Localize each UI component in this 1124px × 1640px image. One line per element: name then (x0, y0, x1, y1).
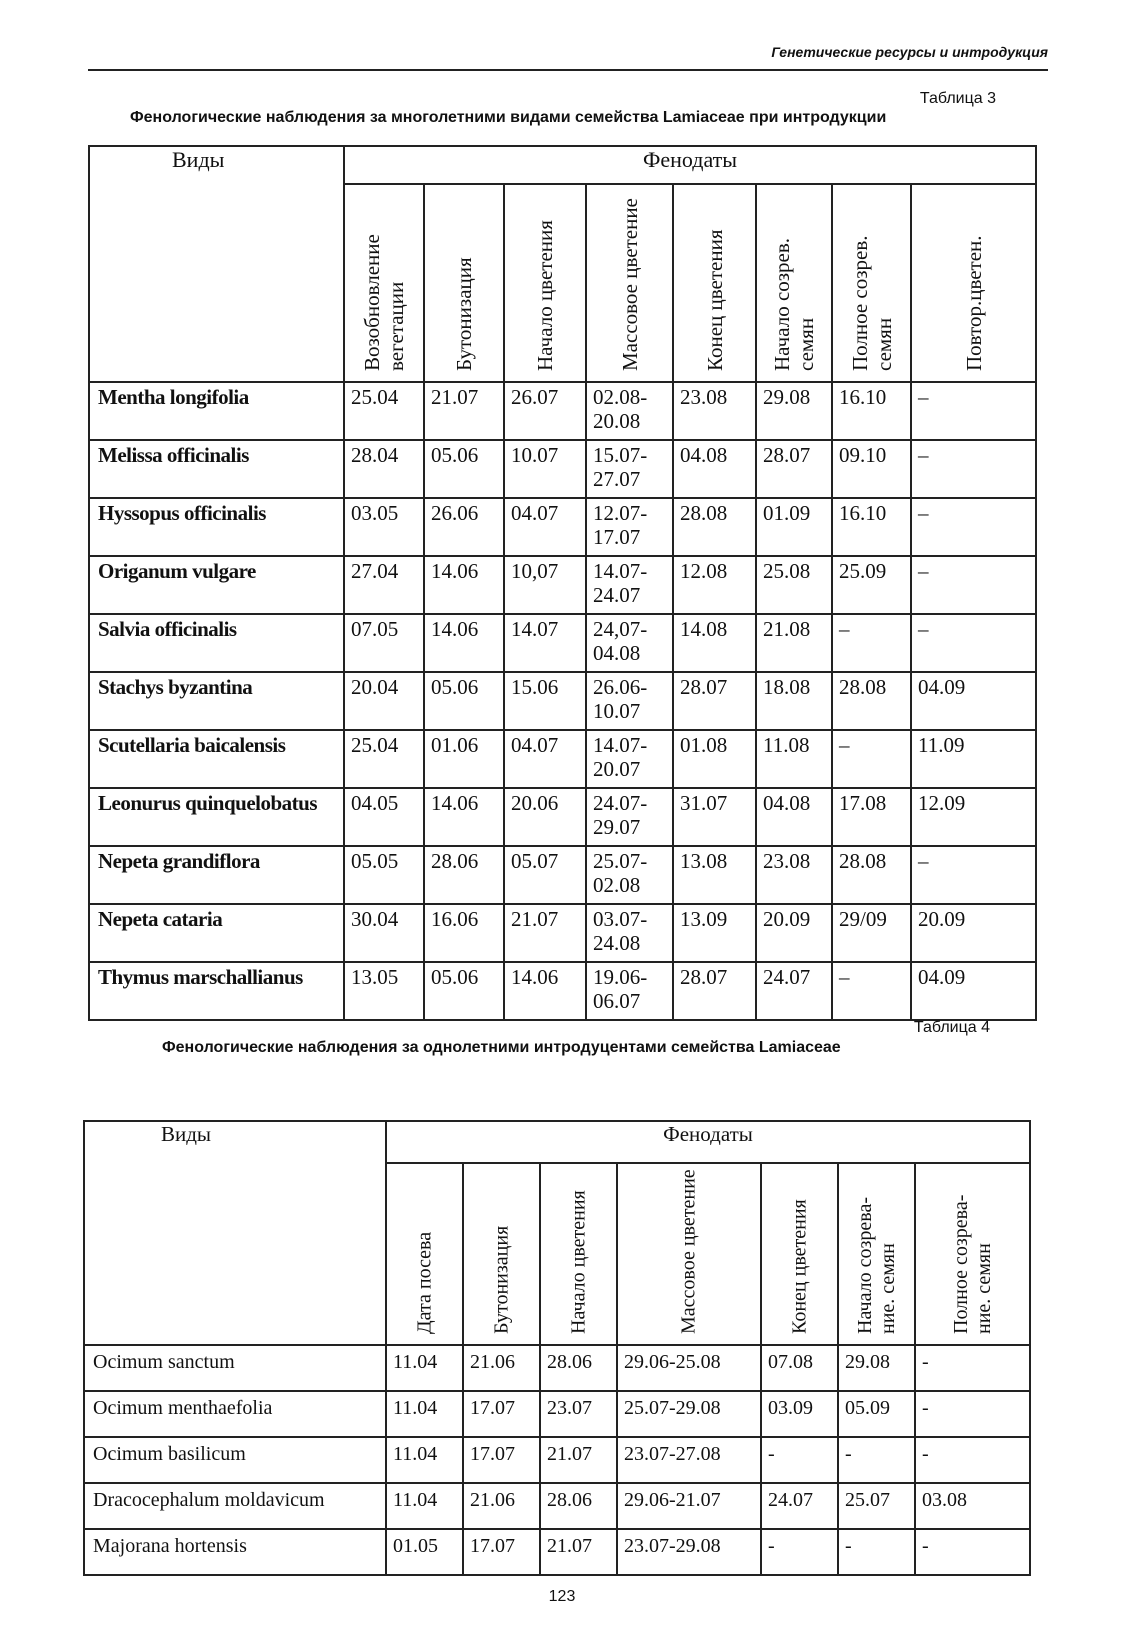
table-cell: 17.08 (832, 788, 911, 846)
table-cell: 03.09 (761, 1391, 838, 1437)
species-name: Mentha longifolia (89, 382, 344, 440)
table-cell: 21.07 (424, 382, 504, 440)
table-cell: 13.09 (673, 904, 756, 962)
table-cell: 24.07 (761, 1483, 838, 1529)
table-row (89, 440, 1036, 498)
table-cell: 26.06 (424, 498, 504, 556)
table-cell: 04.07 (504, 730, 586, 788)
table4-column-header (386, 1163, 463, 1345)
column-label: Дата посева (413, 1231, 435, 1334)
table-cell: - (915, 1529, 1030, 1575)
table4-column-header (915, 1163, 1030, 1345)
table-cell: 16.10 (832, 498, 911, 556)
table-cell: 11.04 (386, 1345, 463, 1391)
table-cell: 23.07-27.08 (617, 1437, 761, 1483)
species-name: Leonurus quinquelobatus (89, 788, 344, 846)
table-row (89, 904, 1036, 962)
table-cell: 04.08 (673, 440, 756, 498)
table-cell: 21.06 (463, 1345, 540, 1391)
table-cell: 01.09 (756, 498, 832, 556)
table-cell: – (832, 730, 911, 788)
table3-column-header (344, 184, 424, 382)
table-cell: 03.05 (344, 498, 424, 556)
table-cell: 10.07 (504, 440, 586, 498)
table-cell: 26.07 (504, 382, 586, 440)
column-label: Бутонизация (490, 1225, 512, 1334)
table-cell: 23.08 (756, 846, 832, 904)
column-label: Начало цветения (532, 220, 557, 371)
table-cell: 24.07-29.07 (586, 788, 673, 846)
table-cell: 25.08 (756, 556, 832, 614)
table-cell: 28.08 (673, 498, 756, 556)
table-cell: 29.08 (838, 1345, 915, 1391)
table-cell: – (911, 846, 1036, 904)
column-label: Начало созрев. семян (769, 237, 818, 371)
table-cell: 14.07-24.07 (586, 556, 673, 614)
table-cell: 17.07 (463, 1391, 540, 1437)
table-cell: 04.09 (911, 672, 1036, 730)
table-cell: 14.08 (673, 614, 756, 672)
table-row (89, 498, 1036, 556)
table4-column-header (761, 1163, 838, 1345)
table-cell: - (761, 1437, 838, 1483)
table3-column-header (424, 184, 504, 382)
table3 (88, 145, 1037, 1021)
table-row (84, 1345, 1030, 1391)
table-cell: – (911, 614, 1036, 672)
table-cell: 05.07 (504, 846, 586, 904)
table-cell: 21.06 (463, 1483, 540, 1529)
table-cell: 09.10 (832, 440, 911, 498)
column-label: Начало созрева-ние. семян (853, 1197, 899, 1334)
table-cell: 14.06 (424, 788, 504, 846)
table-cell: 12.07-17.07 (586, 498, 673, 556)
table3-caption: Фенологические наблюдения за многолетними видами семейства Lamiaceae при интродукции (130, 109, 887, 126)
table3-column-header (586, 184, 673, 382)
table-cell: 25.04 (344, 382, 424, 440)
table-cell: 14.06 (424, 556, 504, 614)
table-row (89, 382, 1036, 440)
table-cell: 04.05 (344, 788, 424, 846)
table-row (89, 788, 1036, 846)
table-cell: 28.04 (344, 440, 424, 498)
table-cell: 05.06 (424, 962, 504, 1020)
table-cell: 13.05 (344, 962, 424, 1020)
table-cell: 28.07 (756, 440, 832, 498)
table-cell: 15.07-27.07 (586, 440, 673, 498)
table-cell: 03.08 (915, 1483, 1030, 1529)
table4-label: Таблица 4 (913, 1019, 990, 1036)
species-name: Nepeta grandiflora (89, 846, 344, 904)
table4 (83, 1120, 1031, 1576)
table-cell: 14.07-20.07 (586, 730, 673, 788)
table-cell: 21.08 (756, 614, 832, 672)
table3-column-header (673, 184, 756, 382)
species-name: Melissa officinalis (89, 440, 344, 498)
table-cell: 14.06 (504, 962, 586, 1020)
column-label: Повтор.цветен. (961, 235, 986, 371)
table-row (89, 846, 1036, 904)
column-label: Возобновление вегетации (359, 234, 408, 371)
table-cell: 01.05 (386, 1529, 463, 1575)
table-row (89, 672, 1036, 730)
table3-group-header: Фенодаты (344, 146, 1036, 184)
species-name: Ocimum sanctum (84, 1345, 386, 1391)
table-cell: 01.08 (673, 730, 756, 788)
table-row (84, 1437, 1030, 1483)
table4-caption: Фенологические наблюдения за однолетними интродуцентами семейства Lamiaceae (162, 1039, 841, 1056)
table-cell: 21.07 (540, 1437, 617, 1483)
table-cell: 05.06 (424, 440, 504, 498)
table-cell: 11.04 (386, 1391, 463, 1437)
table-cell: 12.09 (911, 788, 1036, 846)
table3-column-header (756, 184, 832, 382)
table-cell: 05.06 (424, 672, 504, 730)
table-cell: - (915, 1391, 1030, 1437)
species-name: Majorana hortensis (84, 1529, 386, 1575)
table-cell: 28.06 (540, 1483, 617, 1529)
species-name: Ocimum basilicum (84, 1437, 386, 1483)
table-cell: 25.07-29.08 (617, 1391, 761, 1437)
table-cell: - (761, 1529, 838, 1575)
table-cell: 24.07 (756, 962, 832, 1020)
species-name: Scutellaria baicalensis (89, 730, 344, 788)
table-cell: 21.07 (504, 904, 586, 962)
table-cell: 29.08 (756, 382, 832, 440)
table-cell: - (915, 1437, 1030, 1483)
table-row (89, 962, 1036, 1020)
table-cell: 29/09 (832, 904, 911, 962)
table-cell: 02.08-20.08 (586, 382, 673, 440)
table-cell: 25.07 (838, 1483, 915, 1529)
table-cell: 29.06-25.08 (617, 1345, 761, 1391)
table-cell: 04.09 (911, 962, 1036, 1020)
column-label: Полное созрева-ние. семян (949, 1194, 995, 1334)
table-cell: 16.06 (424, 904, 504, 962)
table-cell: 11.08 (756, 730, 832, 788)
table-cell: 28.07 (673, 962, 756, 1020)
table-cell: – (911, 498, 1036, 556)
table-row (89, 614, 1036, 672)
table-cell: 31.07 (673, 788, 756, 846)
table-cell: 11.04 (386, 1483, 463, 1529)
species-name: Thymus marschallianus (89, 962, 344, 1020)
table3-column-header (504, 184, 586, 382)
table-row (84, 1391, 1030, 1437)
table-cell: 18.08 (756, 672, 832, 730)
table-cell: 19.06-06.07 (586, 962, 673, 1020)
table-cell: 28.06 (424, 846, 504, 904)
table-cell: 20.09 (756, 904, 832, 962)
table-cell: 24,07-04.08 (586, 614, 673, 672)
column-label: Массовое цветение (677, 1169, 700, 1334)
table-cell: - (838, 1529, 915, 1575)
table-cell: – (911, 556, 1036, 614)
table-row (84, 1483, 1030, 1529)
table-cell: 27.04 (344, 556, 424, 614)
table-cell: 25.07-02.08 (586, 846, 673, 904)
table-cell: 20.04 (344, 672, 424, 730)
table-cell: 28.07 (673, 672, 756, 730)
table-cell: – (832, 614, 911, 672)
column-label: Полное созрев. семян (847, 235, 896, 371)
column-label: Конец цветения (788, 1199, 810, 1334)
table-cell: 20.06 (504, 788, 586, 846)
table3-column-header (911, 184, 1036, 382)
table-cell: 28.08 (832, 846, 911, 904)
table-cell: 20.09 (911, 904, 1036, 962)
table-cell: 21.07 (540, 1529, 617, 1575)
species-name: Hyssopus officinalis (89, 498, 344, 556)
table-cell: – (911, 382, 1036, 440)
species-name: Origanum vulgare (89, 556, 344, 614)
table4-group-header: Фенодаты (386, 1121, 1030, 1163)
column-label: Начало цветения (567, 1190, 589, 1334)
table3-label: Таблица 3 (919, 90, 996, 107)
table-cell: – (911, 440, 1036, 498)
table-cell: 26.06-10.07 (586, 672, 673, 730)
table-cell: 17.07 (463, 1529, 540, 1575)
column-label: Конец цветения (702, 229, 727, 371)
table-cell: 30.04 (344, 904, 424, 962)
table-cell: - (915, 1345, 1030, 1391)
table-cell: 11.04 (386, 1437, 463, 1483)
table-cell: 11.09 (911, 730, 1036, 788)
species-name: Stachys byzantina (89, 672, 344, 730)
species-name: Nepeta cataria (89, 904, 344, 962)
table-cell: 17.07 (463, 1437, 540, 1483)
table-cell: 05.09 (838, 1391, 915, 1437)
table-cell: 05.05 (344, 846, 424, 904)
table-cell: 01.06 (424, 730, 504, 788)
table-cell: 07.08 (761, 1345, 838, 1391)
table-cell: 12.08 (673, 556, 756, 614)
table-cell: 15.06 (504, 672, 586, 730)
table-cell: 23.07-29.08 (617, 1529, 761, 1575)
table-cell: - (838, 1437, 915, 1483)
table-row (89, 556, 1036, 614)
table4-column-header (463, 1163, 540, 1345)
column-label: Массовое цветение (617, 198, 642, 371)
column-label: Бутонизация (451, 257, 476, 371)
table4-column-header (838, 1163, 915, 1345)
table-cell: 16.10 (832, 382, 911, 440)
running-title: Генетические ресурсы и интродукция (771, 44, 1048, 60)
table4-column-header (540, 1163, 617, 1345)
table-cell: 07.05 (344, 614, 424, 672)
species-name: Dracocephalum moldavicum (84, 1483, 386, 1529)
table-cell: 28.06 (540, 1345, 617, 1391)
table-cell: 23.08 (673, 382, 756, 440)
table4-column-header (617, 1163, 761, 1345)
header-rule (88, 69, 1048, 71)
table-cell: 28.08 (832, 672, 911, 730)
table3-species-header: Виды (89, 146, 344, 382)
table-cell: 03.07-24.08 (586, 904, 673, 962)
table-cell: 29.06-21.07 (617, 1483, 761, 1529)
table4-species-header: Виды (84, 1121, 386, 1345)
table-cell: 10,07 (504, 556, 586, 614)
table-cell: 04.08 (756, 788, 832, 846)
table-cell: 14.06 (424, 614, 504, 672)
table3-column-header (832, 184, 911, 382)
table-cell: 25.09 (832, 556, 911, 614)
table-cell: – (832, 962, 911, 1020)
table-cell: 13.08 (673, 846, 756, 904)
species-name: Salvia officinalis (89, 614, 344, 672)
page-number: 123 (548, 1588, 576, 1605)
table-row (84, 1529, 1030, 1575)
species-name: Ocimum menthaefolia (84, 1391, 386, 1437)
table-row (89, 730, 1036, 788)
table-cell: 04.07 (504, 498, 586, 556)
table-cell: 23.07 (540, 1391, 617, 1437)
table-cell: 25.04 (344, 730, 424, 788)
table-cell: 14.07 (504, 614, 586, 672)
